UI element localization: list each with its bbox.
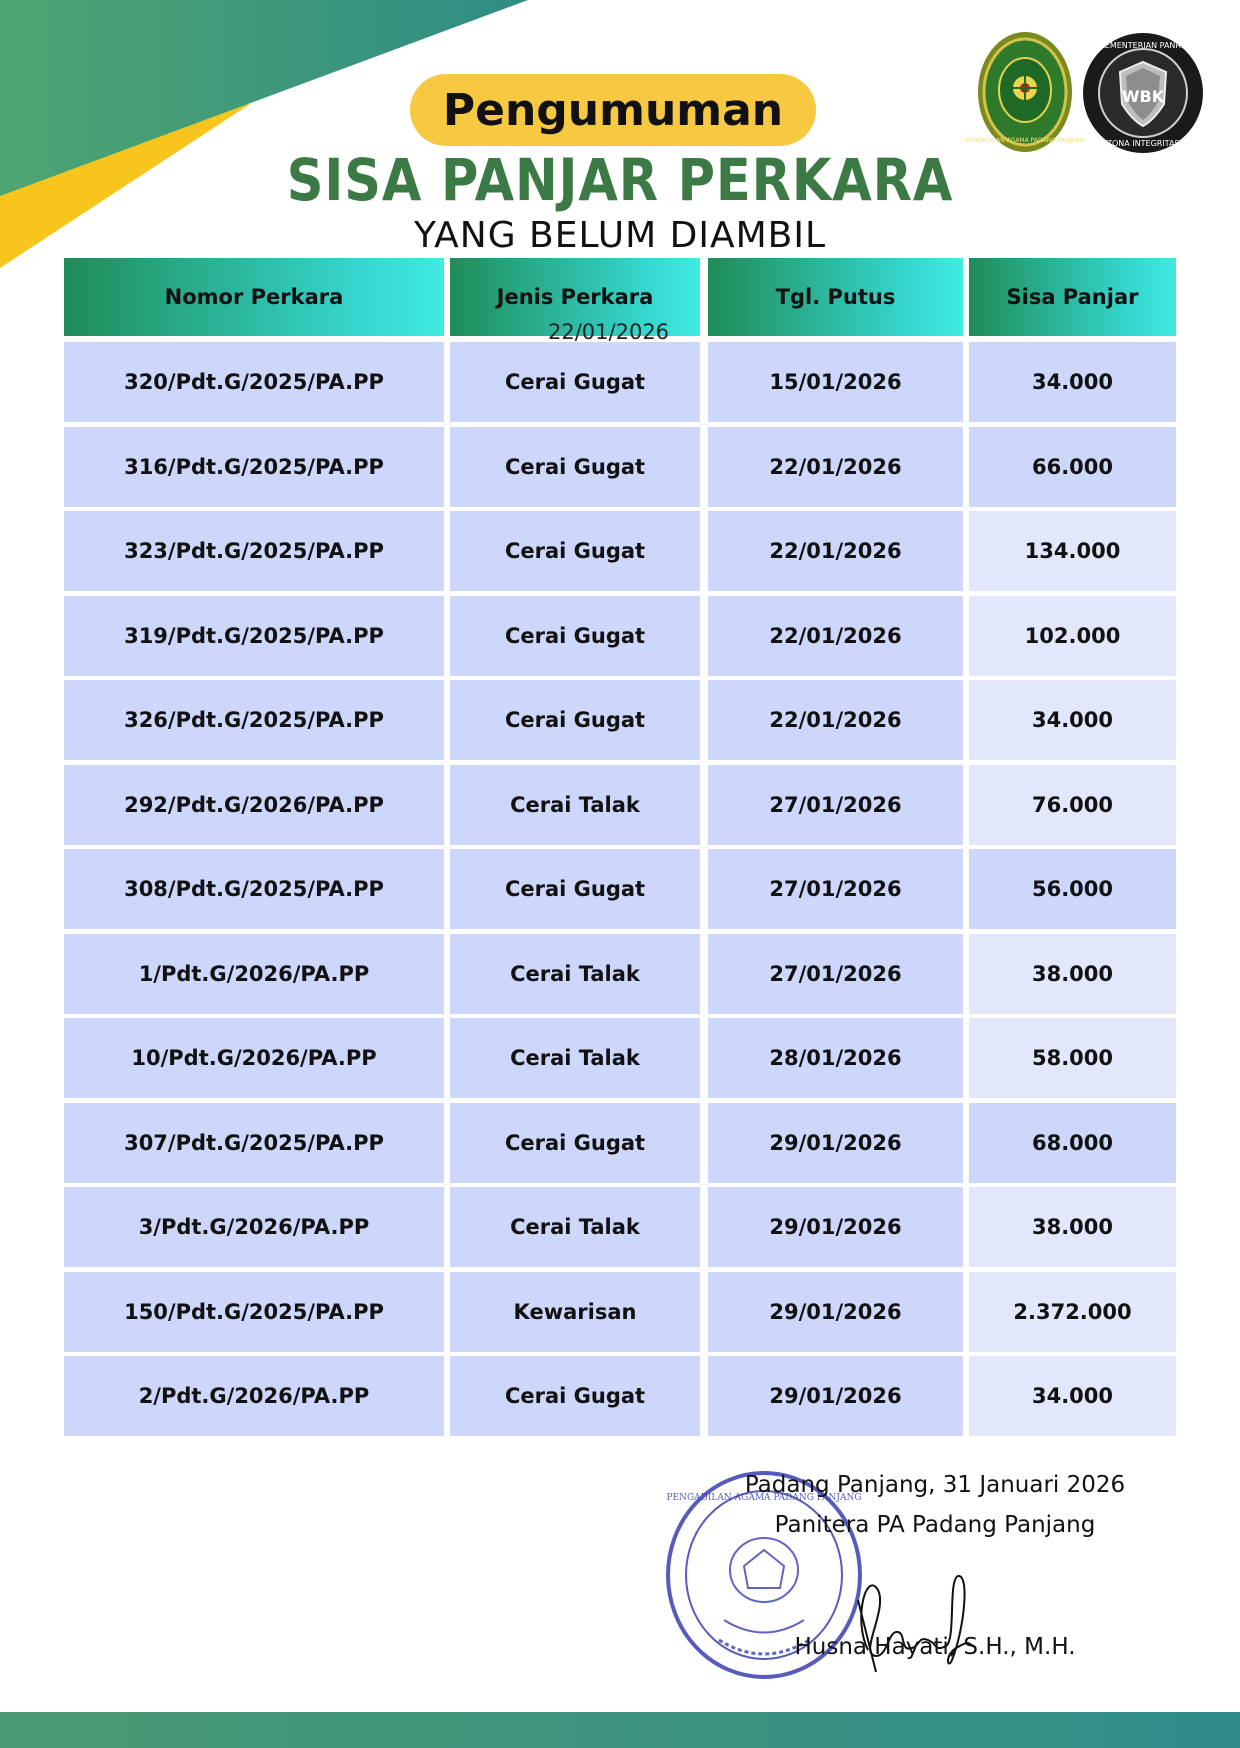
table-cell-remaining-deposit: 68.000 — [969, 1103, 1176, 1183]
column-header-decision-date: Tgl. Putus — [708, 258, 963, 336]
table-cell-case-type: Cerai Gugat — [450, 511, 700, 591]
stamp-label: PENGADILAN AGAMA PADANG PANJANG — [666, 1493, 862, 1503]
signer-name: Husna Hayati, S.H., M.H. — [794, 1634, 1076, 1660]
column-header-case-number: Nomor Perkara — [64, 258, 444, 336]
table-cell-case-number: 10/Pdt.G/2026/PA.PP — [64, 1018, 444, 1098]
table-cell-decision-date: 27/01/2026 — [708, 765, 963, 845]
table-cell-case-number: 2/Pdt.G/2026/PA.PP — [64, 1356, 444, 1436]
table-cell-case-number: 308/Pdt.G/2025/PA.PP — [64, 849, 444, 929]
signer-position: Panitera PA Padang Panjang — [774, 1512, 1096, 1538]
table-cell-case-number: 323/Pdt.G/2025/PA.PP — [64, 511, 444, 591]
table-cell-decision-date: 28/01/2026 — [708, 1018, 963, 1098]
table-cell-decision-date: 29/01/2026 — [708, 1356, 963, 1436]
table-cell-remaining-deposit: 34.000 — [969, 1356, 1176, 1436]
table-cell-decision-date: 22/01/2026 — [708, 596, 963, 676]
footer-bar — [0, 1712, 1240, 1748]
column-header-case-type: Jenis Perkara — [450, 258, 700, 336]
table-cell-decision-date: 29/01/2026 — [708, 1272, 963, 1352]
zona-integritas-label: ZONA INTEGRITAS — [1106, 139, 1180, 148]
table-cell-remaining-deposit: 56.000 — [969, 849, 1176, 929]
table-cell-remaining-deposit: 58.000 — [969, 1018, 1176, 1098]
page-subtitle: YANG BELUM DIAMBIL — [413, 215, 827, 256]
table-cell-decision-date: 29/01/2026 — [708, 1103, 963, 1183]
announcement-badge-label: Pengumuman — [442, 84, 784, 136]
table-cell-case-number: 1/Pdt.G/2026/PA.PP — [64, 934, 444, 1014]
court-logo — [965, 30, 1085, 154]
table-cell-case-type: Kewarisan — [450, 1272, 700, 1352]
table-cell-case-number: 307/Pdt.G/2025/PA.PP — [64, 1103, 444, 1183]
table-cell-case-number: 292/Pdt.G/2026/PA.PP — [64, 765, 444, 845]
table-cell-remaining-deposit: 38.000 — [969, 1187, 1176, 1267]
table-cell-decision-date: 27/01/2026 — [708, 849, 963, 929]
table-cell-case-number: 319/Pdt.G/2025/PA.PP — [64, 596, 444, 676]
table-cell-case-type: Cerai Gugat — [450, 680, 700, 760]
table-cell-case-type: Cerai Gugat — [450, 849, 700, 929]
page-title: SISA PANJAR PERKARA — [286, 146, 954, 214]
table-cell-case-type: Cerai Gugat — [450, 427, 700, 507]
table-cell-remaining-deposit: 102.000 — [969, 596, 1176, 676]
table-cell-case-type: Cerai Talak — [450, 765, 700, 845]
table-cell-remaining-deposit: 38.000 — [969, 934, 1176, 1014]
table-cell-decision-date: 22/01/2026 — [708, 680, 963, 760]
table-cell-case-type: Cerai Gugat — [450, 1103, 700, 1183]
table-cell-decision-date: 27/01/2026 — [708, 934, 963, 1014]
table-cell-remaining-deposit: 76.000 — [969, 765, 1176, 845]
kementerian-label: KEMENTERIAN PANRB — [1099, 41, 1187, 50]
table-cell-decision-date: 22/01/2026 — [708, 427, 963, 507]
wbk-label: WBK — [1121, 87, 1165, 106]
table-cell-remaining-deposit: 34.000 — [969, 680, 1176, 760]
table-cell-case-type: Cerai Gugat — [450, 1356, 700, 1436]
signature — [848, 1560, 978, 1678]
table-cell-case-number: 326/Pdt.G/2025/PA.PP — [64, 680, 444, 760]
table-cell-case-type: Cerai Talak — [450, 934, 700, 1014]
table-cell-case-number: 150/Pdt.G/2025/PA.PP — [64, 1272, 444, 1352]
overlapping-date-text: 22/01/2026 — [548, 320, 670, 344]
announcement-badge — [410, 74, 816, 146]
table-cell-case-type: Cerai Talak — [450, 1018, 700, 1098]
court-logo-label: PENGADILAN AGAMA PADANG PANJANG — [965, 137, 1085, 144]
table-cell-remaining-deposit: 2.372.000 — [969, 1272, 1176, 1352]
signing-place-date: Padang Panjang, 31 Januari 2026 — [744, 1472, 1126, 1498]
table-cell-decision-date: 22/01/2026 — [708, 511, 963, 591]
table-cell-case-number: 316/Pdt.G/2025/PA.PP — [64, 427, 444, 507]
table-cell-remaining-deposit: 134.000 — [969, 511, 1176, 591]
zona-integritas-badge — [1082, 32, 1204, 154]
table-cell-decision-date: 29/01/2026 — [708, 1187, 963, 1267]
table-cell-case-type: Cerai Talak — [450, 1187, 700, 1267]
table-cell-case-type: Cerai Gugat — [450, 596, 700, 676]
table-cell-remaining-deposit: 66.000 — [969, 427, 1176, 507]
column-header-remaining-deposit: Sisa Panjar — [969, 258, 1176, 336]
table-cell-decision-date: 15/01/2026 — [708, 342, 963, 422]
table-cell-remaining-deposit: 34.000 — [969, 342, 1176, 422]
table-cell-case-number: 3/Pdt.G/2026/PA.PP — [64, 1187, 444, 1267]
table-cell-case-type: Cerai Gugat — [450, 342, 700, 422]
table-cell-case-number: 320/Pdt.G/2025/PA.PP — [64, 342, 444, 422]
